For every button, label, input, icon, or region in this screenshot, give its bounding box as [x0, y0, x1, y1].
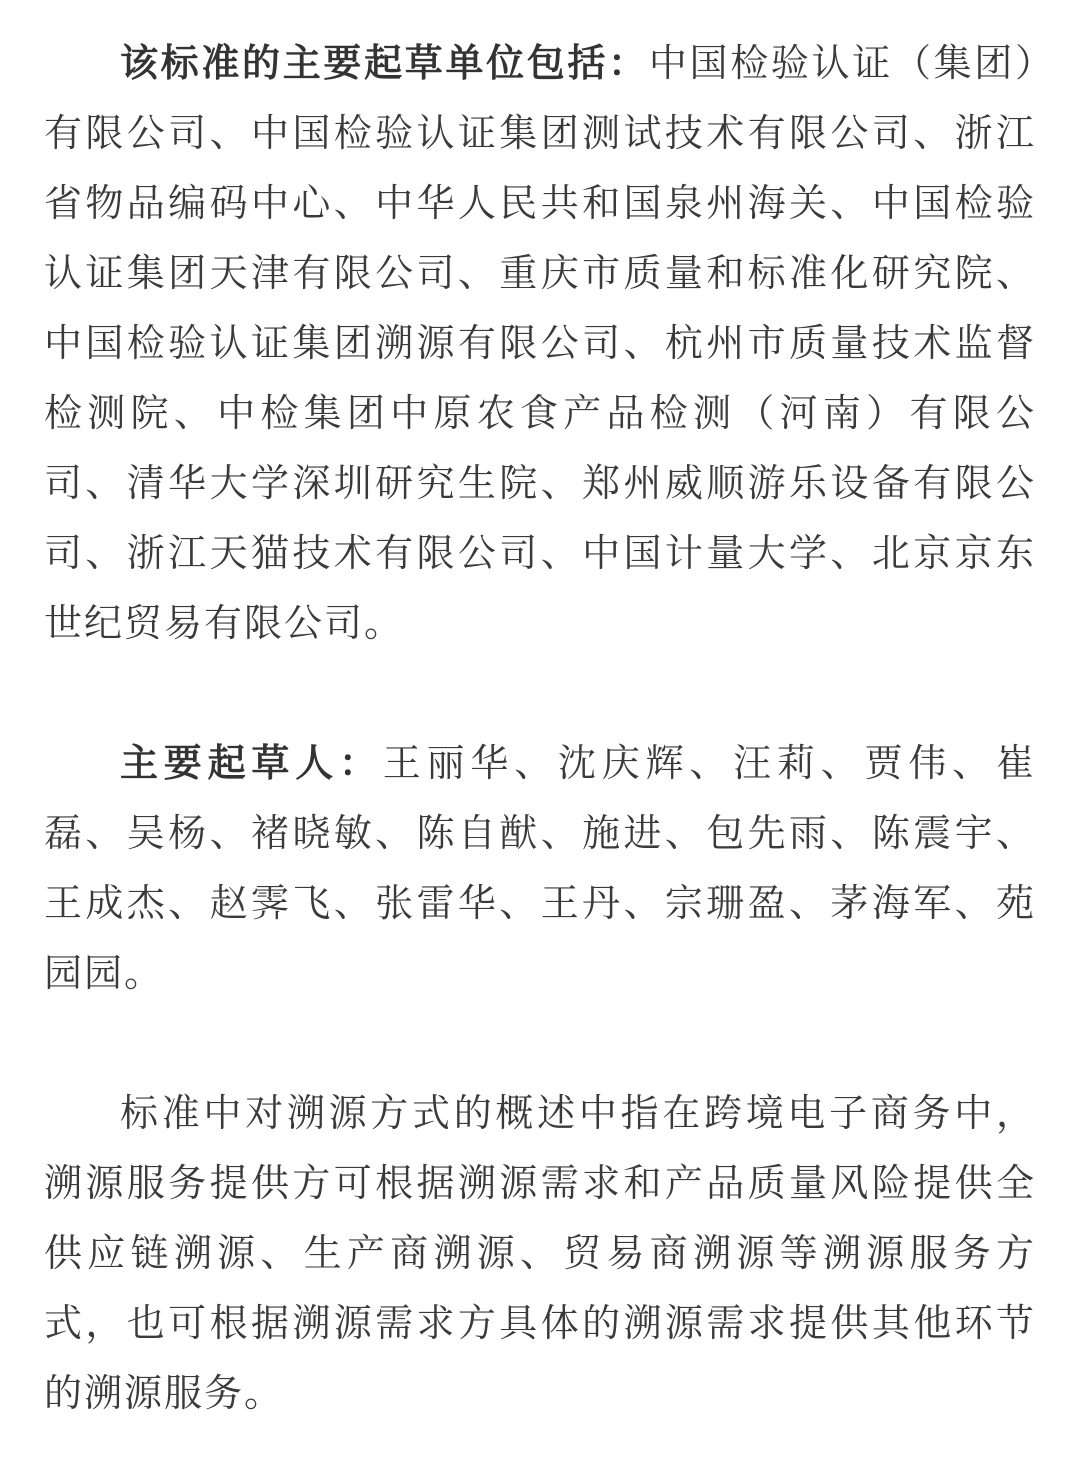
drafting-units-paragraph [44, 28, 1036, 658]
drafters-label: 主要起草人： [120, 741, 383, 785]
drafting-units-label: 该标准的主要起草单位包括： [120, 41, 649, 85]
traceability-paragraph [44, 1078, 1036, 1428]
drafters-paragraph [44, 728, 1036, 1008]
drafters-text: 王丽华、沈庆辉、汪莉、贾伟、崔磊、吴杨、褚晓敏、陈自猷、施进、包先雨、陈震宇、王成杰、赵霁飞、张雷华、王丹、宗珊盈、茅海军、苑园园。 [44, 741, 1036, 995]
drafting-units-text: 中国检验认证（集团）有限公司、中国检验认证集团测试技术有限公司、浙江省物品编码中心、中华人民共和国泉州海关、中国检验认证集团天津有限公司、重庆市质量和标准化研究院、中国检验认证集团溯源有限公司、杭州市质量技术监督检测院、中检集团中原农食产品检测（河南）有限公司、清华大学深圳研究生院、郑州威顺游乐设备有限公司、浙江天猫技术有限公司、中国计量大学、北京京东世纪贸易有限公司。 [44, 41, 1036, 645]
traceability-text: 标准中对溯源方式的概述中指在跨境电子商务中，溯源服务提供方可根据溯源需求和产品质量风险提供全供应链溯源、生产商溯源、贸易商溯源等溯源服务方式，也可根据溯源需求方具体的溯源需求提供其他环节的溯源服务。 [44, 1091, 1036, 1415]
